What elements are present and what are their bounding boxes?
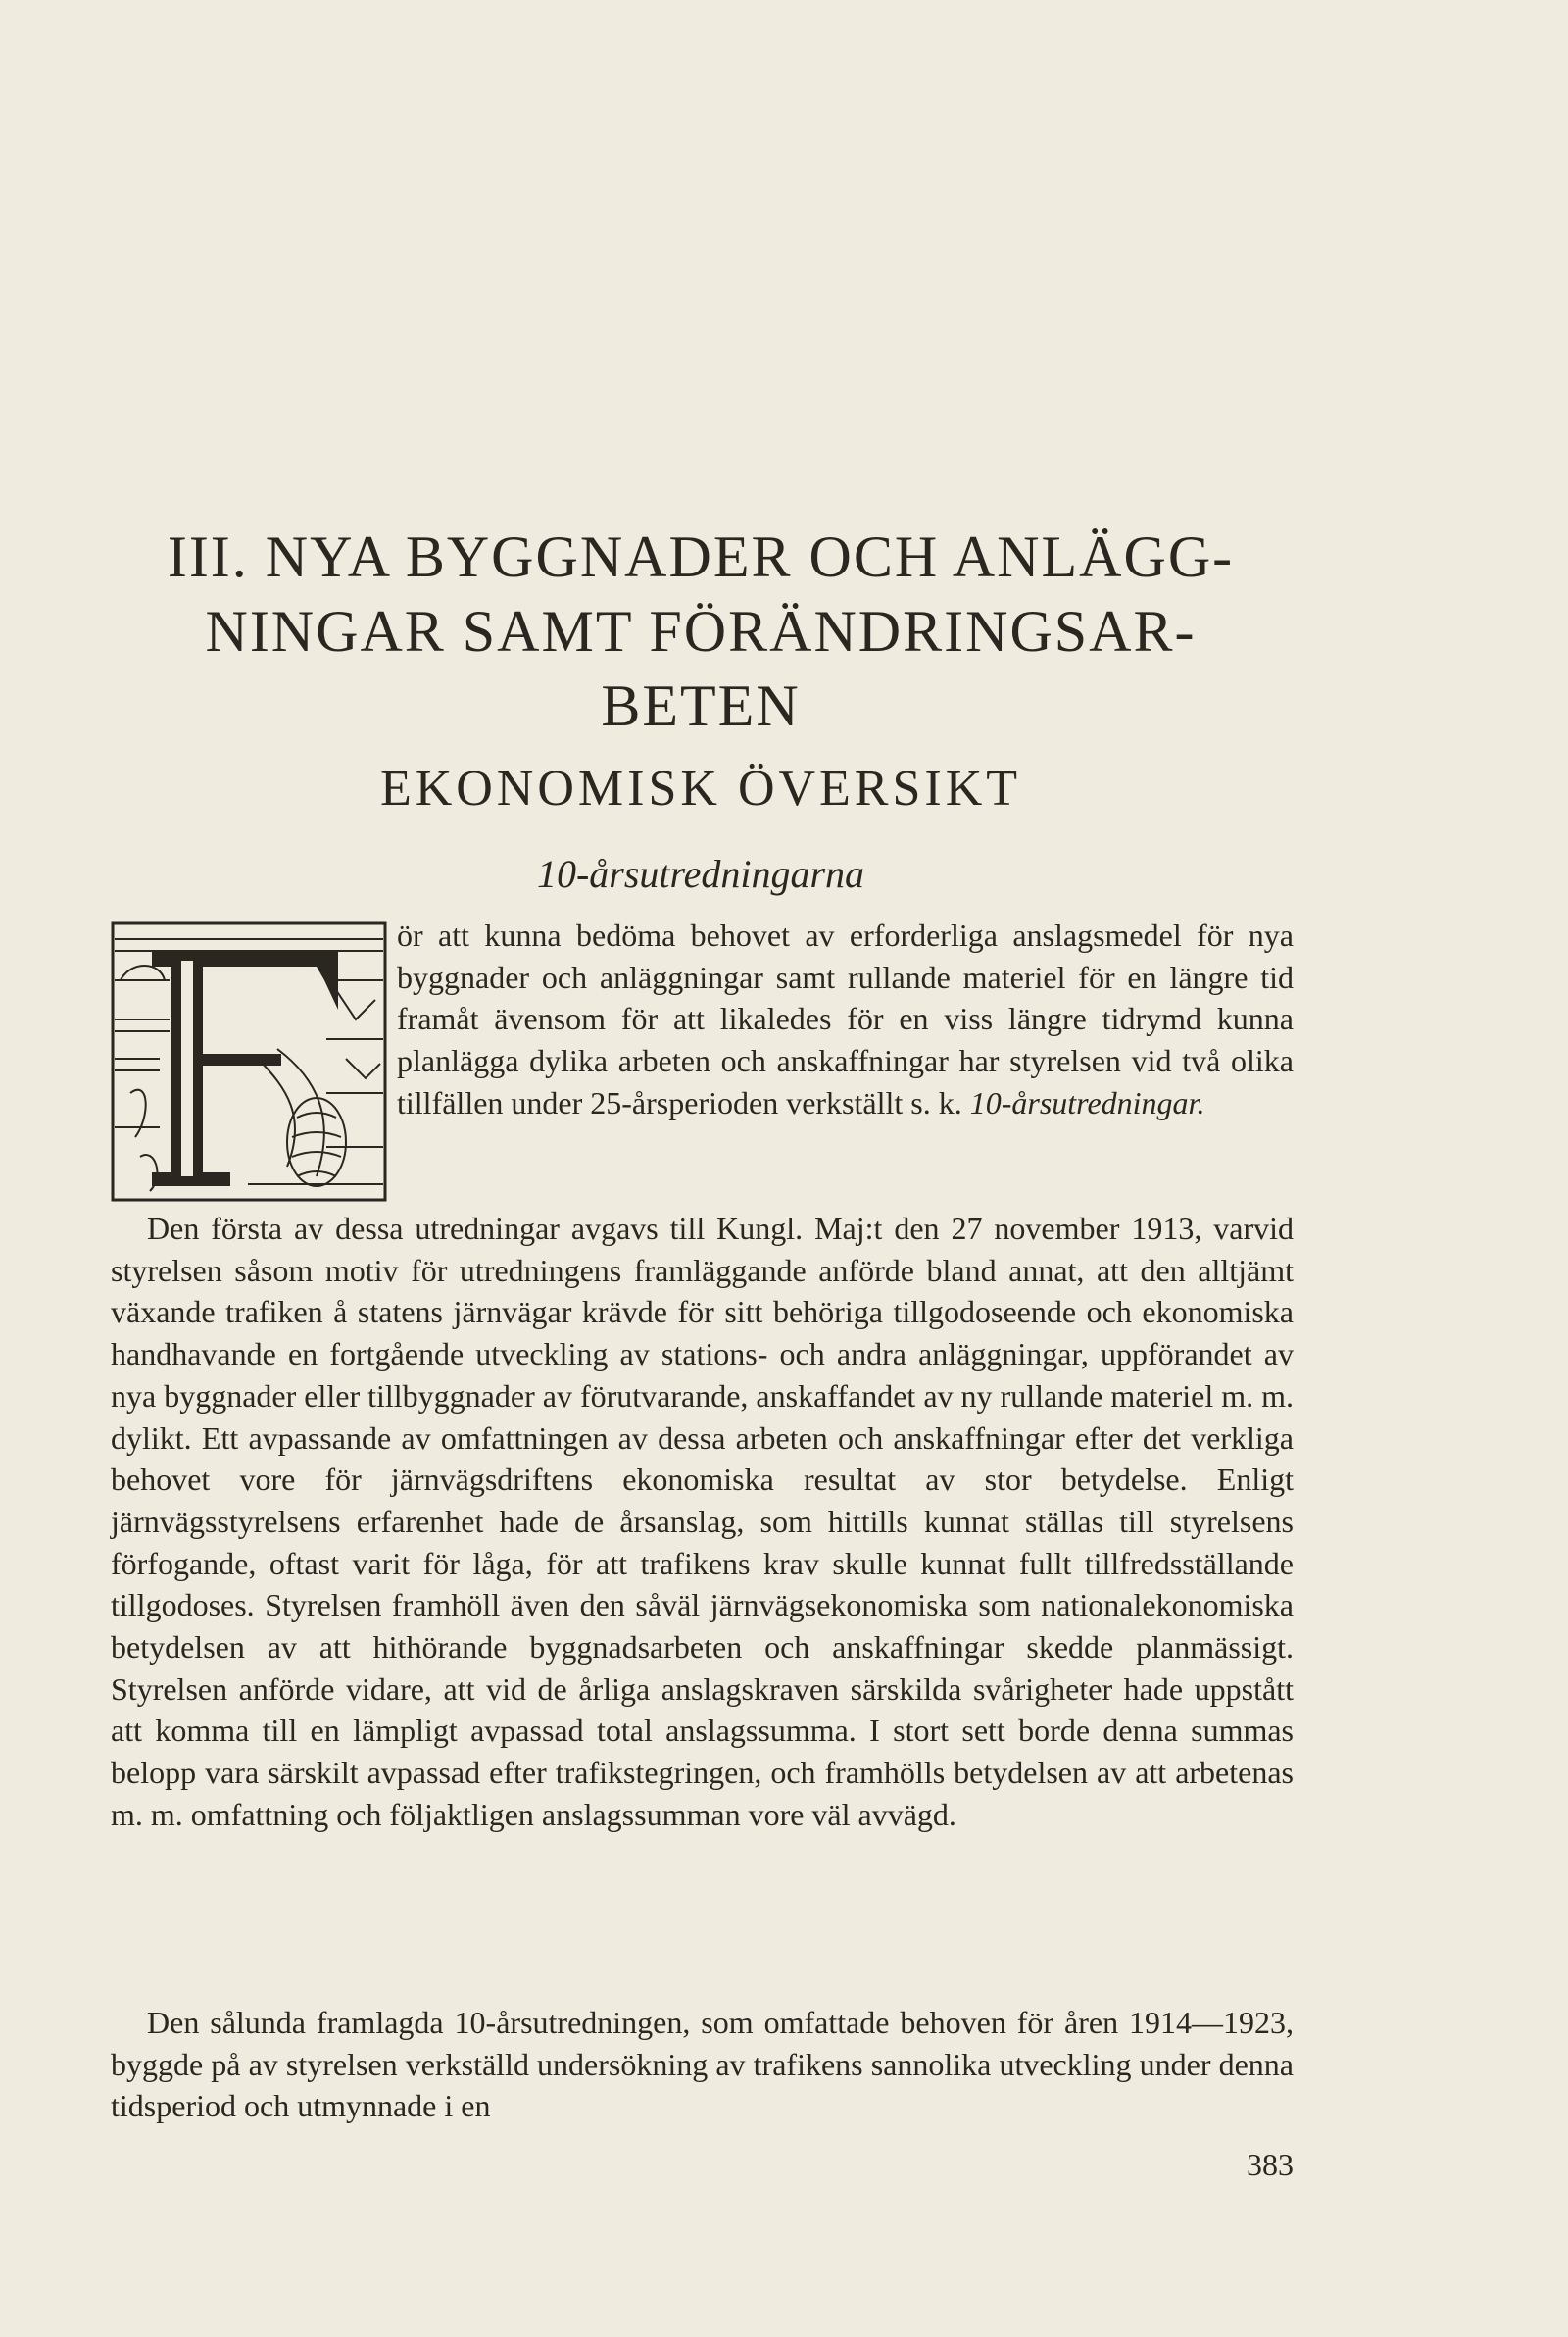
- subsection-title: 10-årsutredningarna: [536, 852, 865, 896]
- section-title: EKONOMISK ÖVERSIKT: [379, 761, 1022, 817]
- paragraph-1-term: 10-årsutredningar.: [969, 1084, 1205, 1120]
- paragraph-1: [397, 915, 1294, 1124]
- paragraph-2: Den sålunda framlagda 10-årsutredningen, som omfattade behoven för åren 1914—1923, byggde på av styrelsen verkställd undersökning av trafikens sannolika utveckling under denna tidsperiod och utmynnade i en: [111, 2005, 1294, 2124]
- paragraph-1-lead: ör att kunna bedöma behovet av erforderliga anslagsmedel för nya byggnader och anläggningar samt rullande materiel för en längre tid framåt ävensom för att likaledes för en viss längre tidrymd kunna planlägga dylika arbeten och anskaffningar har styrelsen vid två olika tillfällen under 25-årsperioden verkställt s. k.: [397, 918, 1294, 1120]
- drop-cap-f-icon: [111, 921, 387, 1202]
- ornamental-initial-icon: [111, 921, 387, 1202]
- chapter-title: III. NYA BYGGNADER OCH ANLÄGG-NINGAR SAMT FÖRÄNDRINGSAR-BETEN: [167, 524, 1235, 738]
- paragraph-1-continued: Den första av dessa utredningar avgavs till Kungl. Maj:t den 27 november 1913, varvid styrelsen såsom motiv för utredningens framläggande anförde bland annat, att den alltjämt växande trafiken å statens järnvägar krävde för sitt behöriga tillgodoseende och ekonomiska handhavande en fortgående utveckling av stations- och andra anläggningar, uppförandet av nya byggnader eller tillbyggnader av förutvarande, anskaffandet av ny rullande materiel m. m. dylikt. Ett avpassande av omfattningen av dessa arbeten och anskaffningar efter det verkliga behovet vore för järnvägsdriftens ekonomiska resultat av stor betydelse. Enligt järnvägsstyrelsens erfarenhet hade de årsanslag, som hittills kunnat ställas till styrelsens förfogande, oftast varit för låga, för att trafikens krav skulle kunnat fullt tillfredsställande tillgodoses. Styrelsen framhöll även den såväl järnvägsekonomiska som nationalekonomiska betydelsen av att hithörande byggnadsarbeten och anskaffningar skedde planmässigt. Styrelsen anförde vidare, att vid de årliga anslagskraven särskilda svårigheter hade uppstått att komma till en lämpligt avpassad total anslagssumma. I stort sett borde denna summas belopp vara särskilt avpassad efter trafikstegringen, och framhölls betydelsen av att arbetenas m. m. omfattning och följaktligen anslagssumman vore väl avvägd.: [111, 1211, 1294, 1832]
- page-number: 383: [1247, 2147, 1294, 2182]
